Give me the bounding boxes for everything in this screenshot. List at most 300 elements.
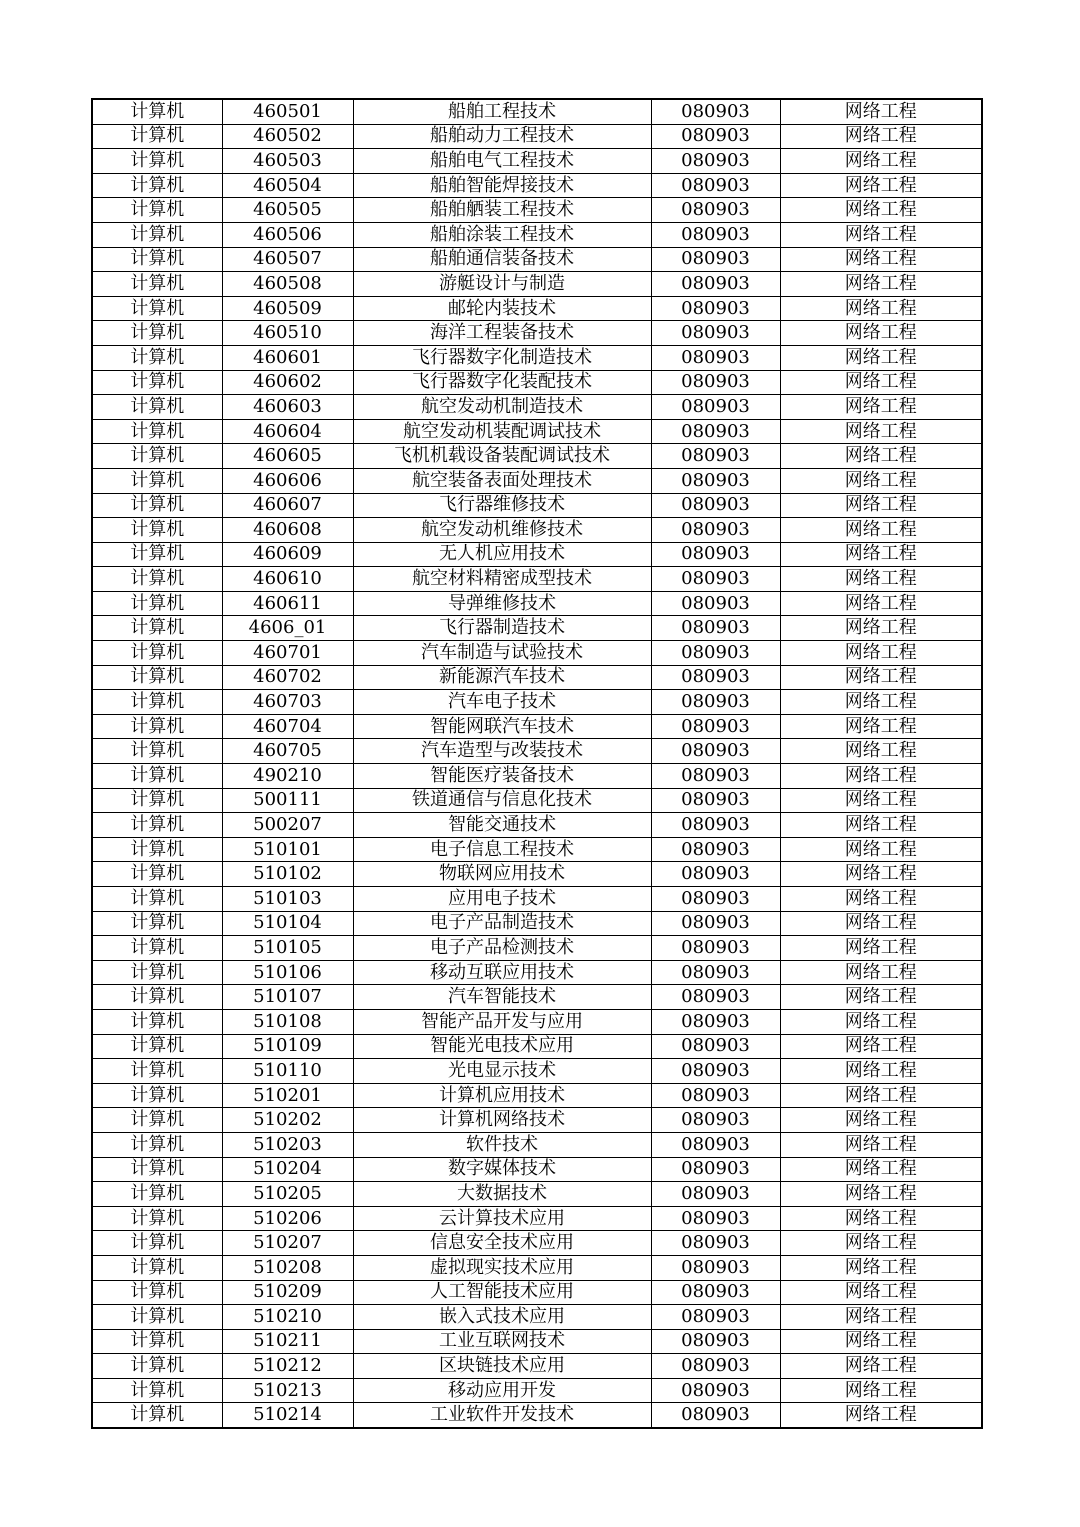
vocational-major-cell: 游艇设计与制造 — [353, 272, 651, 297]
table-row — [92, 1305, 982, 1330]
table-row — [92, 1206, 982, 1231]
undergrad-code-cell: 080903 — [651, 739, 780, 764]
vocational-major-cell: 航空材料精密成型技术 — [353, 567, 651, 592]
undergrad-code-cell: 080903 — [651, 1378, 780, 1403]
vocational-major-cell: 大数据技术 — [353, 1182, 651, 1207]
undergrad-code-cell: 080903 — [651, 370, 780, 395]
vocational-code-cell: 460502 — [222, 124, 353, 149]
category-cell: 计算机 — [92, 542, 222, 567]
vocational-code-cell: 510202 — [222, 1108, 353, 1133]
undergrad-code-cell: 080903 — [651, 1059, 780, 1084]
table-row — [92, 1255, 982, 1280]
category-cell: 计算机 — [92, 395, 222, 420]
category-cell: 计算机 — [92, 1108, 222, 1133]
table-body — [92, 99, 982, 1428]
table-row — [92, 616, 982, 641]
vocational-code-cell: 510209 — [222, 1280, 353, 1305]
undergrad-major-cell: 网络工程 — [780, 198, 982, 223]
vocational-major-cell: 船舶电气工程技术 — [353, 149, 651, 174]
table-row — [92, 960, 982, 985]
vocational-major-cell: 航空发动机制造技术 — [353, 395, 651, 420]
undergrad-major-cell: 网络工程 — [780, 739, 982, 764]
vocational-code-cell: 460610 — [222, 567, 353, 592]
table-row — [92, 1157, 982, 1182]
table-row — [92, 247, 982, 272]
category-cell: 计算机 — [92, 1059, 222, 1084]
vocational-major-cell: 电子产品制造技术 — [353, 911, 651, 936]
table-row — [92, 690, 982, 715]
category-cell: 计算机 — [92, 1157, 222, 1182]
category-cell: 计算机 — [92, 714, 222, 739]
undergrad-code-cell: 080903 — [651, 1403, 780, 1428]
undergrad-code-cell: 080903 — [651, 1280, 780, 1305]
vocational-code-cell: 460611 — [222, 591, 353, 616]
vocational-code-cell: 460508 — [222, 272, 353, 297]
vocational-code-cell: 510110 — [222, 1059, 353, 1084]
vocational-major-cell: 智能交通技术 — [353, 813, 651, 838]
vocational-major-cell: 移动应用开发 — [353, 1378, 651, 1403]
table-row — [92, 370, 982, 395]
undergrad-code-cell: 080903 — [651, 444, 780, 469]
category-cell: 计算机 — [92, 985, 222, 1010]
vocational-code-cell: 510210 — [222, 1305, 353, 1330]
table-row — [92, 468, 982, 493]
vocational-major-cell: 区块链技术应用 — [353, 1354, 651, 1379]
table-row — [92, 198, 982, 223]
undergrad-major-cell: 网络工程 — [780, 1083, 982, 1108]
vocational-code-cell: 460501 — [222, 99, 353, 124]
category-cell: 计算机 — [92, 1034, 222, 1059]
vocational-code-cell: 510205 — [222, 1182, 353, 1207]
table-row — [92, 985, 982, 1010]
undergrad-major-cell: 网络工程 — [780, 149, 982, 174]
vocational-major-cell: 船舶智能焊接技术 — [353, 173, 651, 198]
major-mapping-table — [91, 98, 983, 1429]
vocational-code-cell: 460705 — [222, 739, 353, 764]
category-cell: 计算机 — [92, 1280, 222, 1305]
table-row — [92, 665, 982, 690]
vocational-code-cell: 510103 — [222, 887, 353, 912]
category-cell: 计算机 — [92, 764, 222, 789]
undergrad-major-cell: 网络工程 — [780, 1009, 982, 1034]
vocational-major-cell: 船舶通信装备技术 — [353, 247, 651, 272]
undergrad-code-cell: 080903 — [651, 1083, 780, 1108]
undergrad-code-cell: 080903 — [651, 616, 780, 641]
category-cell: 计算机 — [92, 591, 222, 616]
category-cell: 计算机 — [92, 222, 222, 247]
vocational-code-cell: 460603 — [222, 395, 353, 420]
undergrad-code-cell: 080903 — [651, 1182, 780, 1207]
table-row — [92, 641, 982, 666]
table-row — [92, 518, 982, 543]
table-row — [92, 1132, 982, 1157]
category-cell: 计算机 — [92, 1305, 222, 1330]
undergrad-code-cell: 080903 — [651, 247, 780, 272]
table-row — [92, 222, 982, 247]
category-cell: 计算机 — [92, 936, 222, 961]
table-row — [92, 591, 982, 616]
undergrad-major-cell: 网络工程 — [780, 370, 982, 395]
undergrad-code-cell: 080903 — [651, 1305, 780, 1330]
vocational-code-cell: 460507 — [222, 247, 353, 272]
undergrad-code-cell: 080903 — [651, 985, 780, 1010]
undergrad-major-cell: 网络工程 — [780, 99, 982, 124]
category-cell: 计算机 — [92, 370, 222, 395]
vocational-major-cell: 导弹维修技术 — [353, 591, 651, 616]
vocational-major-cell: 计算机应用技术 — [353, 1083, 651, 1108]
vocational-code-cell: 510206 — [222, 1206, 353, 1231]
undergrad-code-cell: 080903 — [651, 1132, 780, 1157]
table-row — [92, 99, 982, 124]
vocational-major-cell: 无人机应用技术 — [353, 542, 651, 567]
vocational-code-cell: 460605 — [222, 444, 353, 469]
vocational-code-cell: 510207 — [222, 1231, 353, 1256]
vocational-major-cell: 飞行器制造技术 — [353, 616, 651, 641]
vocational-code-cell: 500207 — [222, 813, 353, 838]
vocational-code-cell: 510212 — [222, 1354, 353, 1379]
table-row — [92, 788, 982, 813]
vocational-code-cell: 460609 — [222, 542, 353, 567]
vocational-major-cell: 人工智能技术应用 — [353, 1280, 651, 1305]
undergrad-code-cell: 080903 — [651, 493, 780, 518]
vocational-major-cell: 飞行器维修技术 — [353, 493, 651, 518]
category-cell: 计算机 — [92, 1009, 222, 1034]
undergrad-major-cell: 网络工程 — [780, 665, 982, 690]
undergrad-major-cell: 网络工程 — [780, 813, 982, 838]
vocational-code-cell: 460608 — [222, 518, 353, 543]
undergrad-major-cell: 网络工程 — [780, 714, 982, 739]
undergrad-code-cell: 080903 — [651, 198, 780, 223]
vocational-code-cell: 460504 — [222, 173, 353, 198]
undergrad-major-cell: 网络工程 — [780, 1280, 982, 1305]
undergrad-major-cell: 网络工程 — [780, 1059, 982, 1084]
vocational-code-cell: 510201 — [222, 1083, 353, 1108]
undergrad-code-cell: 080903 — [651, 591, 780, 616]
undergrad-code-cell: 080903 — [651, 911, 780, 936]
undergrad-major-cell: 网络工程 — [780, 222, 982, 247]
table-row — [92, 1354, 982, 1379]
vocational-major-cell: 光电显示技术 — [353, 1059, 651, 1084]
vocational-major-cell: 船舶舾装工程技术 — [353, 198, 651, 223]
undergrad-major-cell: 网络工程 — [780, 419, 982, 444]
vocational-major-cell: 应用电子技术 — [353, 887, 651, 912]
vocational-major-cell: 汽车电子技术 — [353, 690, 651, 715]
category-cell: 计算机 — [92, 173, 222, 198]
category-cell: 计算机 — [92, 419, 222, 444]
vocational-major-cell: 信息安全技术应用 — [353, 1231, 651, 1256]
vocational-major-cell: 电子信息工程技术 — [353, 837, 651, 862]
vocational-major-cell: 飞机机载设备装配调试技术 — [353, 444, 651, 469]
undergrad-major-cell: 网络工程 — [780, 1305, 982, 1330]
undergrad-code-cell: 080903 — [651, 1231, 780, 1256]
vocational-code-cell: 510102 — [222, 862, 353, 887]
undergrad-major-cell: 网络工程 — [780, 296, 982, 321]
vocational-major-cell: 汽车造型与改装技术 — [353, 739, 651, 764]
table-row — [92, 739, 982, 764]
category-cell: 计算机 — [92, 1378, 222, 1403]
undergrad-major-cell: 网络工程 — [780, 321, 982, 346]
undergrad-major-cell: 网络工程 — [780, 1403, 982, 1428]
table-row — [92, 345, 982, 370]
category-cell: 计算机 — [92, 1132, 222, 1157]
category-cell: 计算机 — [92, 960, 222, 985]
vocational-major-cell: 物联网应用技术 — [353, 862, 651, 887]
vocational-major-cell: 邮轮内装技术 — [353, 296, 651, 321]
table-row — [92, 321, 982, 346]
category-cell: 计算机 — [92, 1182, 222, 1207]
undergrad-code-cell: 080903 — [651, 788, 780, 813]
category-cell: 计算机 — [92, 911, 222, 936]
vocational-code-cell: 510214 — [222, 1403, 353, 1428]
table-row — [92, 1231, 982, 1256]
undergrad-major-cell: 网络工程 — [780, 1231, 982, 1256]
vocational-major-cell: 船舶工程技术 — [353, 99, 651, 124]
category-cell: 计算机 — [92, 124, 222, 149]
vocational-major-cell: 飞行器数字化制造技术 — [353, 345, 651, 370]
undergrad-code-cell: 080903 — [651, 714, 780, 739]
vocational-code-cell: 510104 — [222, 911, 353, 936]
vocational-code-cell: 460606 — [222, 468, 353, 493]
undergrad-major-cell: 网络工程 — [780, 960, 982, 985]
table-row — [92, 1009, 982, 1034]
vocational-code-cell: 460506 — [222, 222, 353, 247]
undergrad-code-cell: 080903 — [651, 518, 780, 543]
vocational-major-cell: 汽车制造与试验技术 — [353, 641, 651, 666]
undergrad-major-cell: 网络工程 — [780, 837, 982, 862]
vocational-major-cell: 移动互联应用技术 — [353, 960, 651, 985]
table-row — [92, 1378, 982, 1403]
undergrad-major-cell: 网络工程 — [780, 1108, 982, 1133]
category-cell: 计算机 — [92, 493, 222, 518]
table-row — [92, 1329, 982, 1354]
undergrad-code-cell: 080903 — [651, 1108, 780, 1133]
category-cell: 计算机 — [92, 616, 222, 641]
undergrad-code-cell: 080903 — [651, 960, 780, 985]
undergrad-code-cell: 080903 — [651, 665, 780, 690]
vocational-major-cell: 智能医疗装备技术 — [353, 764, 651, 789]
vocational-code-cell: 510203 — [222, 1132, 353, 1157]
category-cell: 计算机 — [92, 567, 222, 592]
table-row — [92, 813, 982, 838]
undergrad-code-cell: 080903 — [651, 149, 780, 174]
undergrad-code-cell: 080903 — [651, 1255, 780, 1280]
category-cell: 计算机 — [92, 1329, 222, 1354]
vocational-code-cell: 460602 — [222, 370, 353, 395]
table-row — [92, 1059, 982, 1084]
vocational-major-cell: 计算机网络技术 — [353, 1108, 651, 1133]
undergrad-code-cell: 080903 — [651, 1329, 780, 1354]
undergrad-code-cell: 080903 — [651, 936, 780, 961]
category-cell: 计算机 — [92, 739, 222, 764]
category-cell: 计算机 — [92, 837, 222, 862]
undergrad-code-cell: 080903 — [651, 837, 780, 862]
vocational-code-cell: 510108 — [222, 1009, 353, 1034]
category-cell: 计算机 — [92, 149, 222, 174]
undergrad-major-cell: 网络工程 — [780, 1034, 982, 1059]
category-cell: 计算机 — [92, 296, 222, 321]
table-row — [92, 272, 982, 297]
undergrad-major-cell: 网络工程 — [780, 936, 982, 961]
vocational-code-cell: 460701 — [222, 641, 353, 666]
undergrad-major-cell: 网络工程 — [780, 985, 982, 1010]
vocational-code-cell: 510204 — [222, 1157, 353, 1182]
undergrad-code-cell: 080903 — [651, 690, 780, 715]
undergrad-major-cell: 网络工程 — [780, 493, 982, 518]
undergrad-code-cell: 080903 — [651, 887, 780, 912]
table-row — [92, 1280, 982, 1305]
undergrad-major-cell: 网络工程 — [780, 1354, 982, 1379]
vocational-major-cell: 虚拟现实技术应用 — [353, 1255, 651, 1280]
undergrad-major-cell: 网络工程 — [780, 395, 982, 420]
undergrad-major-cell: 网络工程 — [780, 616, 982, 641]
table-row — [92, 911, 982, 936]
vocational-major-cell: 汽车智能技术 — [353, 985, 651, 1010]
undergrad-major-cell: 网络工程 — [780, 1329, 982, 1354]
vocational-major-cell: 电子产品检测技术 — [353, 936, 651, 961]
undergrad-code-cell: 080903 — [651, 272, 780, 297]
vocational-code-cell: 490210 — [222, 764, 353, 789]
table-row — [92, 395, 982, 420]
undergrad-code-cell: 080903 — [651, 345, 780, 370]
undergrad-major-cell: 网络工程 — [780, 788, 982, 813]
undergrad-major-cell: 网络工程 — [780, 124, 982, 149]
table-row — [92, 1034, 982, 1059]
vocational-major-cell: 嵌入式技术应用 — [353, 1305, 651, 1330]
category-cell: 计算机 — [92, 247, 222, 272]
table-row — [92, 124, 982, 149]
vocational-major-cell: 软件技术 — [353, 1132, 651, 1157]
category-cell: 计算机 — [92, 468, 222, 493]
vocational-code-cell: 510107 — [222, 985, 353, 1010]
table-row — [92, 1403, 982, 1428]
undergrad-code-cell: 080903 — [651, 222, 780, 247]
vocational-major-cell: 航空发动机装配调试技术 — [353, 419, 651, 444]
undergrad-code-cell: 080903 — [651, 321, 780, 346]
table-row — [92, 149, 982, 174]
vocational-code-cell: 460604 — [222, 419, 353, 444]
table-row — [92, 1083, 982, 1108]
table-row — [92, 444, 982, 469]
undergrad-code-cell: 080903 — [651, 862, 780, 887]
category-cell: 计算机 — [92, 272, 222, 297]
undergrad-code-cell: 080903 — [651, 1354, 780, 1379]
undergrad-code-cell: 080903 — [651, 395, 780, 420]
table-row — [92, 1108, 982, 1133]
undergrad-code-cell: 080903 — [651, 1206, 780, 1231]
vocational-code-cell: 460503 — [222, 149, 353, 174]
vocational-code-cell: 460607 — [222, 493, 353, 518]
category-cell: 计算机 — [92, 665, 222, 690]
category-cell: 计算机 — [92, 862, 222, 887]
table-row — [92, 419, 982, 444]
vocational-code-cell: 460702 — [222, 665, 353, 690]
undergrad-major-cell: 网络工程 — [780, 641, 982, 666]
undergrad-major-cell: 网络工程 — [780, 911, 982, 936]
vocational-code-cell: 460601 — [222, 345, 353, 370]
category-cell: 计算机 — [92, 518, 222, 543]
undergrad-major-cell: 网络工程 — [780, 591, 982, 616]
vocational-major-cell: 船舶涂装工程技术 — [353, 222, 651, 247]
category-cell: 计算机 — [92, 1083, 222, 1108]
vocational-code-cell: 460509 — [222, 296, 353, 321]
category-cell: 计算机 — [92, 813, 222, 838]
undergrad-major-cell: 网络工程 — [780, 1255, 982, 1280]
category-cell: 计算机 — [92, 99, 222, 124]
table-row — [92, 173, 982, 198]
table-row — [92, 567, 982, 592]
vocational-code-cell: 510101 — [222, 837, 353, 862]
undergrad-major-cell: 网络工程 — [780, 1132, 982, 1157]
undergrad-code-cell: 080903 — [651, 173, 780, 198]
vocational-code-cell: 460510 — [222, 321, 353, 346]
undergrad-major-cell: 网络工程 — [780, 272, 982, 297]
table-row — [92, 764, 982, 789]
vocational-major-cell: 船舶动力工程技术 — [353, 124, 651, 149]
undergrad-major-cell: 网络工程 — [780, 468, 982, 493]
undergrad-major-cell: 网络工程 — [780, 173, 982, 198]
category-cell: 计算机 — [92, 1354, 222, 1379]
vocational-code-cell: 460704 — [222, 714, 353, 739]
table-row — [92, 714, 982, 739]
undergrad-code-cell: 080903 — [651, 468, 780, 493]
vocational-major-cell: 铁道通信与信息化技术 — [353, 788, 651, 813]
undergrad-code-cell: 080903 — [651, 124, 780, 149]
undergrad-major-cell: 网络工程 — [780, 1378, 982, 1403]
vocational-major-cell: 数字媒体技术 — [353, 1157, 651, 1182]
undergrad-code-cell: 080903 — [651, 1034, 780, 1059]
table-row — [92, 887, 982, 912]
undergrad-major-cell: 网络工程 — [780, 247, 982, 272]
vocational-major-cell: 智能产品开发与应用 — [353, 1009, 651, 1034]
undergrad-major-cell: 网络工程 — [780, 862, 982, 887]
table-row — [92, 493, 982, 518]
vocational-code-cell: 510106 — [222, 960, 353, 985]
undergrad-major-cell: 网络工程 — [780, 690, 982, 715]
table-row — [92, 542, 982, 567]
vocational-code-cell: 510211 — [222, 1329, 353, 1354]
undergrad-major-cell: 网络工程 — [780, 1157, 982, 1182]
undergrad-code-cell: 080903 — [651, 764, 780, 789]
vocational-major-cell: 智能光电技术应用 — [353, 1034, 651, 1059]
vocational-major-cell: 工业互联网技术 — [353, 1329, 651, 1354]
vocational-major-cell: 新能源汽车技术 — [353, 665, 651, 690]
undergrad-major-cell: 网络工程 — [780, 542, 982, 567]
undergrad-major-cell: 网络工程 — [780, 1206, 982, 1231]
vocational-major-cell: 飞行器数字化装配技术 — [353, 370, 651, 395]
category-cell: 计算机 — [92, 444, 222, 469]
undergrad-major-cell: 网络工程 — [780, 764, 982, 789]
undergrad-code-cell: 080903 — [651, 1157, 780, 1182]
undergrad-code-cell: 080903 — [651, 641, 780, 666]
vocational-code-cell: 500111 — [222, 788, 353, 813]
category-cell: 计算机 — [92, 1231, 222, 1256]
table-row — [92, 837, 982, 862]
table-row — [92, 1182, 982, 1207]
vocational-code-cell: 510109 — [222, 1034, 353, 1059]
table-row — [92, 296, 982, 321]
undergrad-code-cell: 080903 — [651, 567, 780, 592]
table-row — [92, 936, 982, 961]
undergrad-code-cell: 080903 — [651, 296, 780, 321]
category-cell: 计算机 — [92, 1206, 222, 1231]
undergrad-major-cell: 网络工程 — [780, 518, 982, 543]
vocational-code-cell: 460505 — [222, 198, 353, 223]
undergrad-code-cell: 080903 — [651, 99, 780, 124]
undergrad-major-cell: 网络工程 — [780, 1182, 982, 1207]
undergrad-major-cell: 网络工程 — [780, 887, 982, 912]
vocational-major-cell: 工业软件开发技术 — [353, 1403, 651, 1428]
category-cell: 计算机 — [92, 345, 222, 370]
